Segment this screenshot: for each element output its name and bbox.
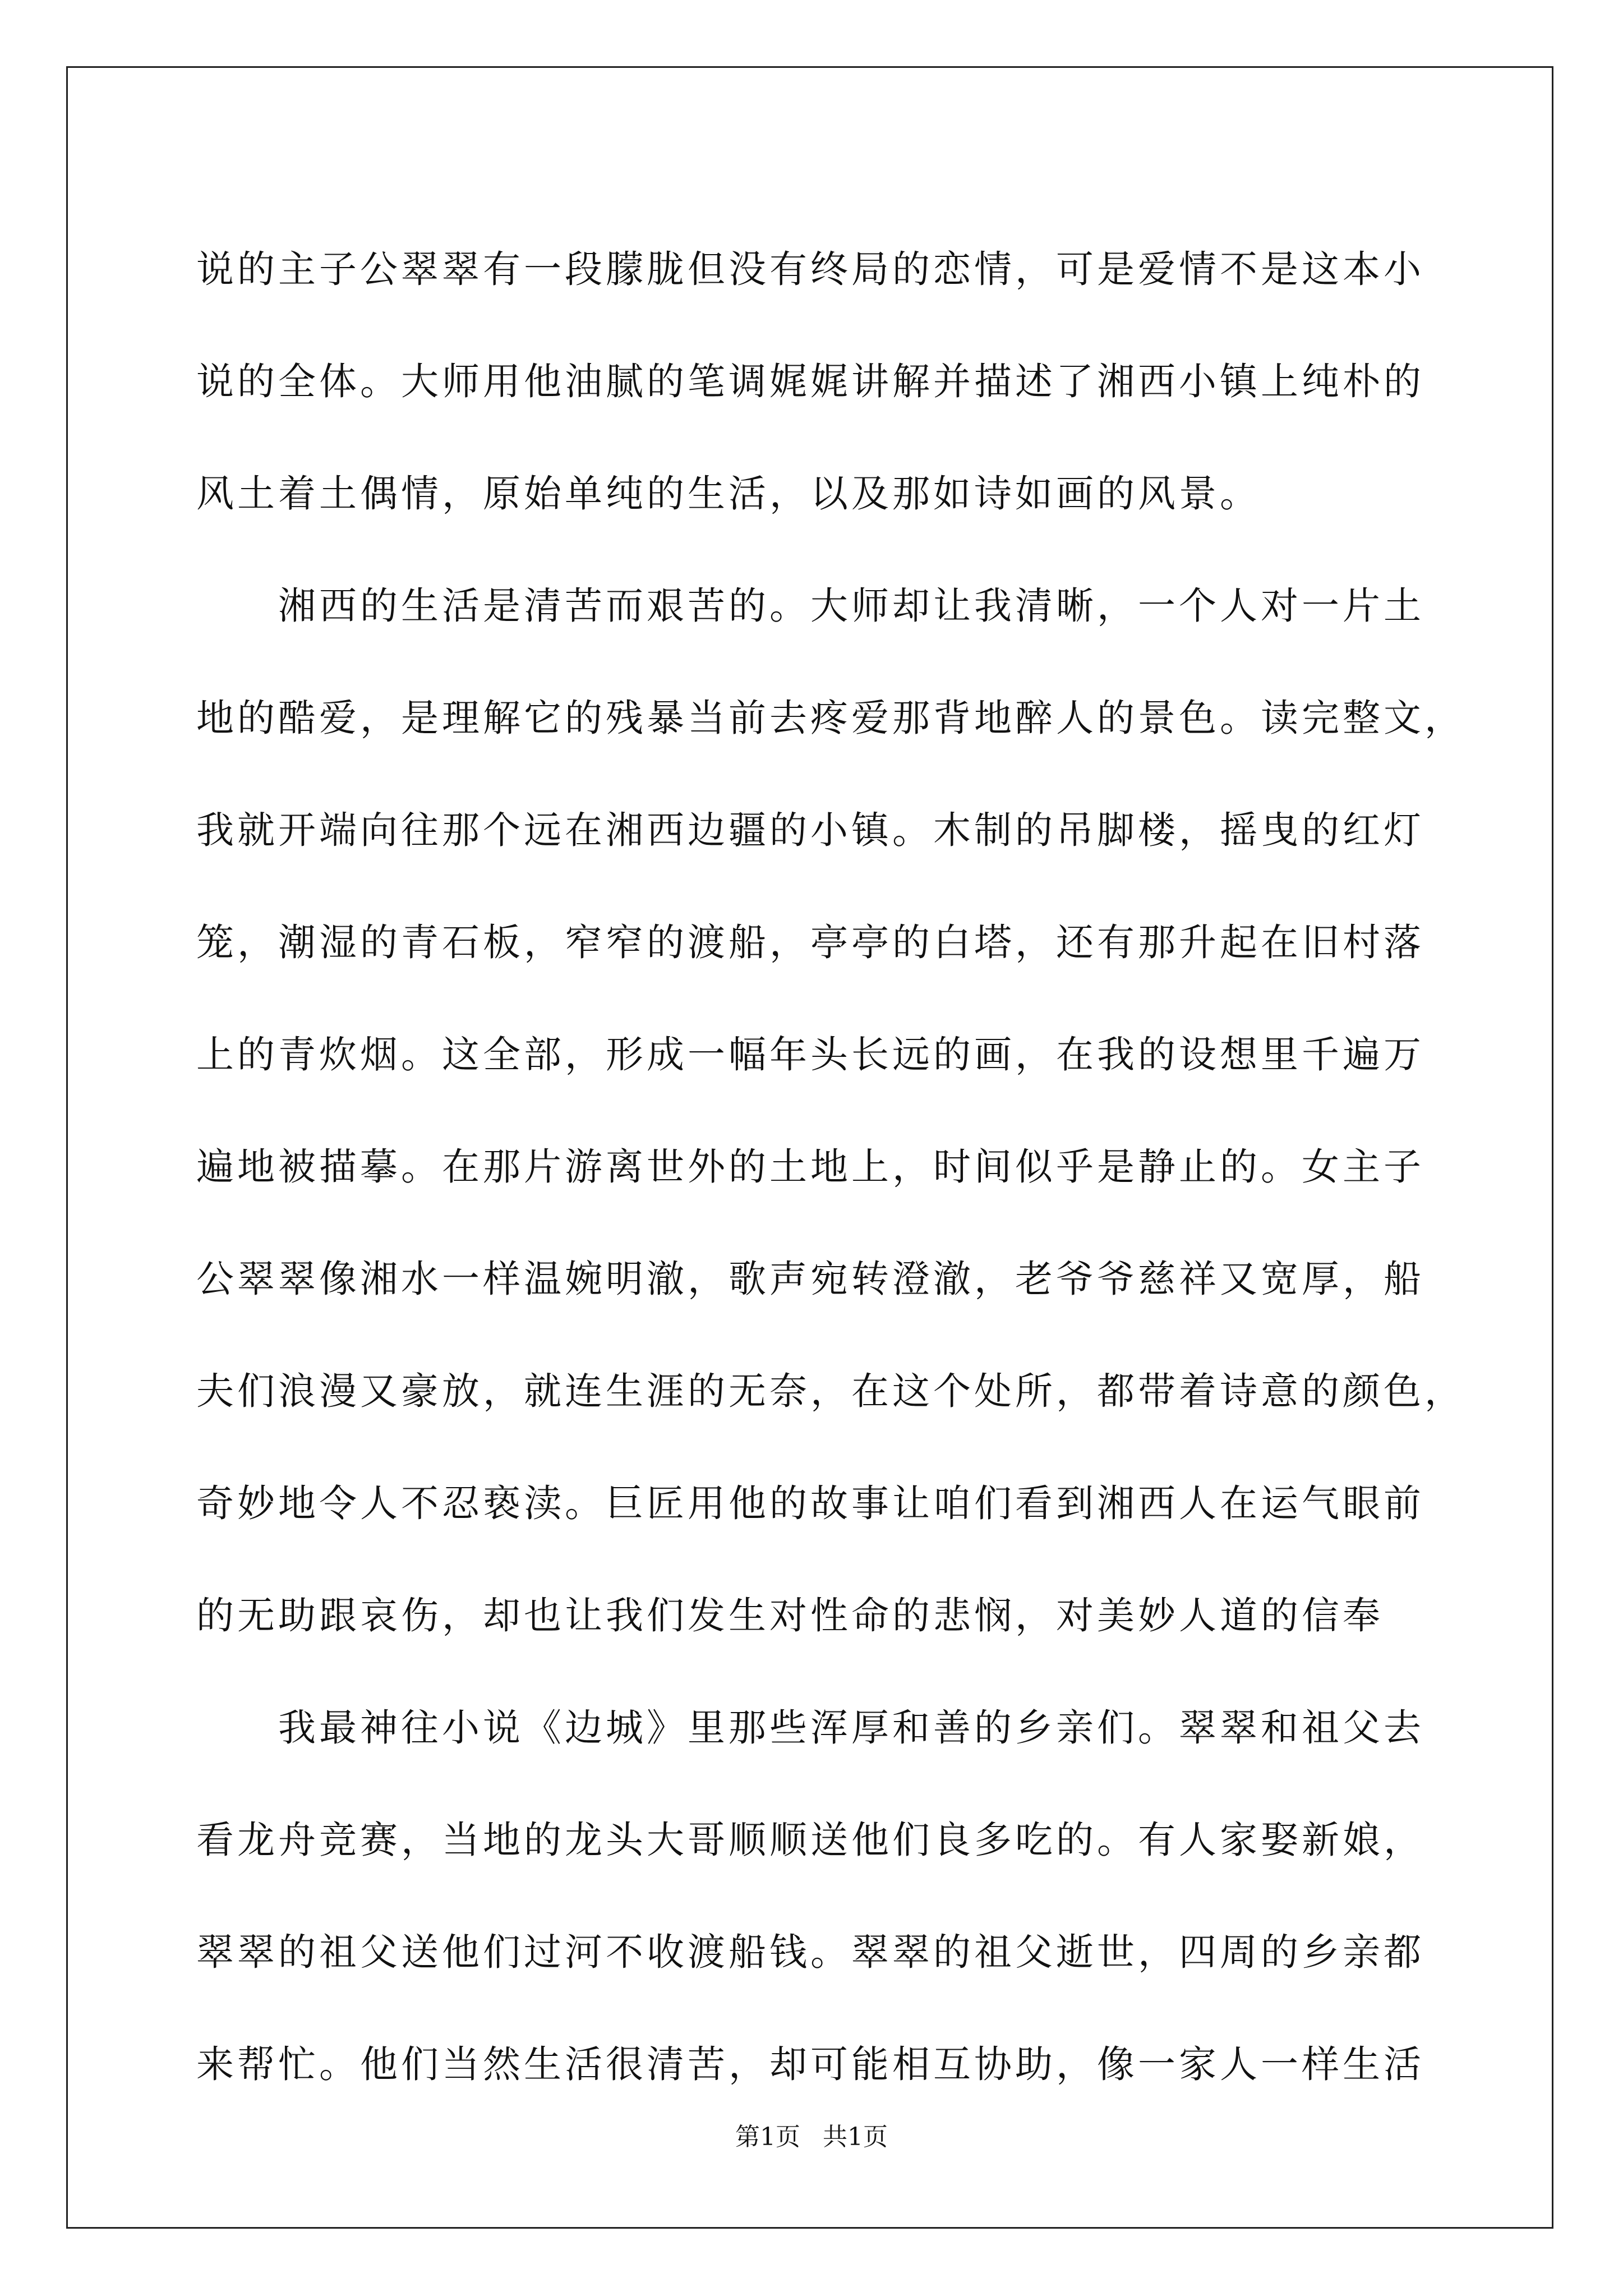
text-line: 看龙舟竞赛，当地的龙头大哥顺顺送他们良多吃的。有人家娶新娘， — [196, 1818, 1424, 1862]
text-line: 来帮忙。他们当然生活很清苦，却可能相互协助，像一家人一样生活 — [196, 2042, 1424, 2086]
text-line: 夫们浪漫又豪放，就连生涯的无奈，在这个处所，都带着诗意的颜色， — [196, 1369, 1465, 1413]
text-line: 的无助跟哀伤，却也让我们发生对性命的悲悯，对美妙人道的信奉 — [196, 1594, 1384, 1637]
text-line: 地的酷爱，是理解它的残暴当前去疼爱那背地醉人的景色。读完整文， — [196, 696, 1465, 740]
text-line: 上的青炊烟。这全部，形成一幅年头长远的画，在我的设想里千遍万 — [196, 1033, 1424, 1076]
text-line: 我最神往小说《边城》里那些浑厚和善的乡亲们。翠翠和祖父去 — [196, 1706, 1424, 1750]
text-line: 风土着土偶情，原始单纯的生活，以及那如诗如画的风景。 — [196, 472, 1261, 516]
text-line: 说的主子公翠翠有一段朦胧但没有终局的恋情，可是爱情不是这本小 — [196, 247, 1424, 291]
text-line: 湘西的生活是清苦而艰苦的。大师却让我清晰，一个人对一片土 — [196, 584, 1424, 628]
page-total: 共1页 — [823, 2123, 888, 2151]
text-line: 笼，潮湿的青石板，窄窄的渡船，亭亭的白塔，还有那升起在旧村落 — [196, 921, 1424, 964]
page-number: 第1页 — [735, 2123, 800, 2151]
text-line: 我就开端向往那个远在湘西边疆的小镇。木制的吊脚楼，摇曳的红灯 — [196, 808, 1424, 852]
document-body — [196, 213, 1465, 2120]
text-line: 遍地被描摹。在那片游离世外的土地上，时间似乎是静止的。女主子 — [196, 1145, 1424, 1189]
text-line: 翠翠的祖父送他们过河不收渡船钱。翠翠的祖父逝世，四周的乡亲都 — [196, 1930, 1424, 1974]
text-line: 公翠翠像湘水一样温婉明澈，歌声宛转澄澈，老爷爷慈祥又宽厚，船 — [196, 1257, 1424, 1301]
page-footer — [0, 2120, 1623, 2154]
text-line: 奇妙地令人不忍亵渎。巨匠用他的故事让咱们看到湘西人在运气眼前 — [196, 1481, 1424, 1525]
text-line: 说的全体。大师用他油腻的笔调娓娓讲解并描述了湘西小镇上纯朴的 — [196, 360, 1424, 403]
